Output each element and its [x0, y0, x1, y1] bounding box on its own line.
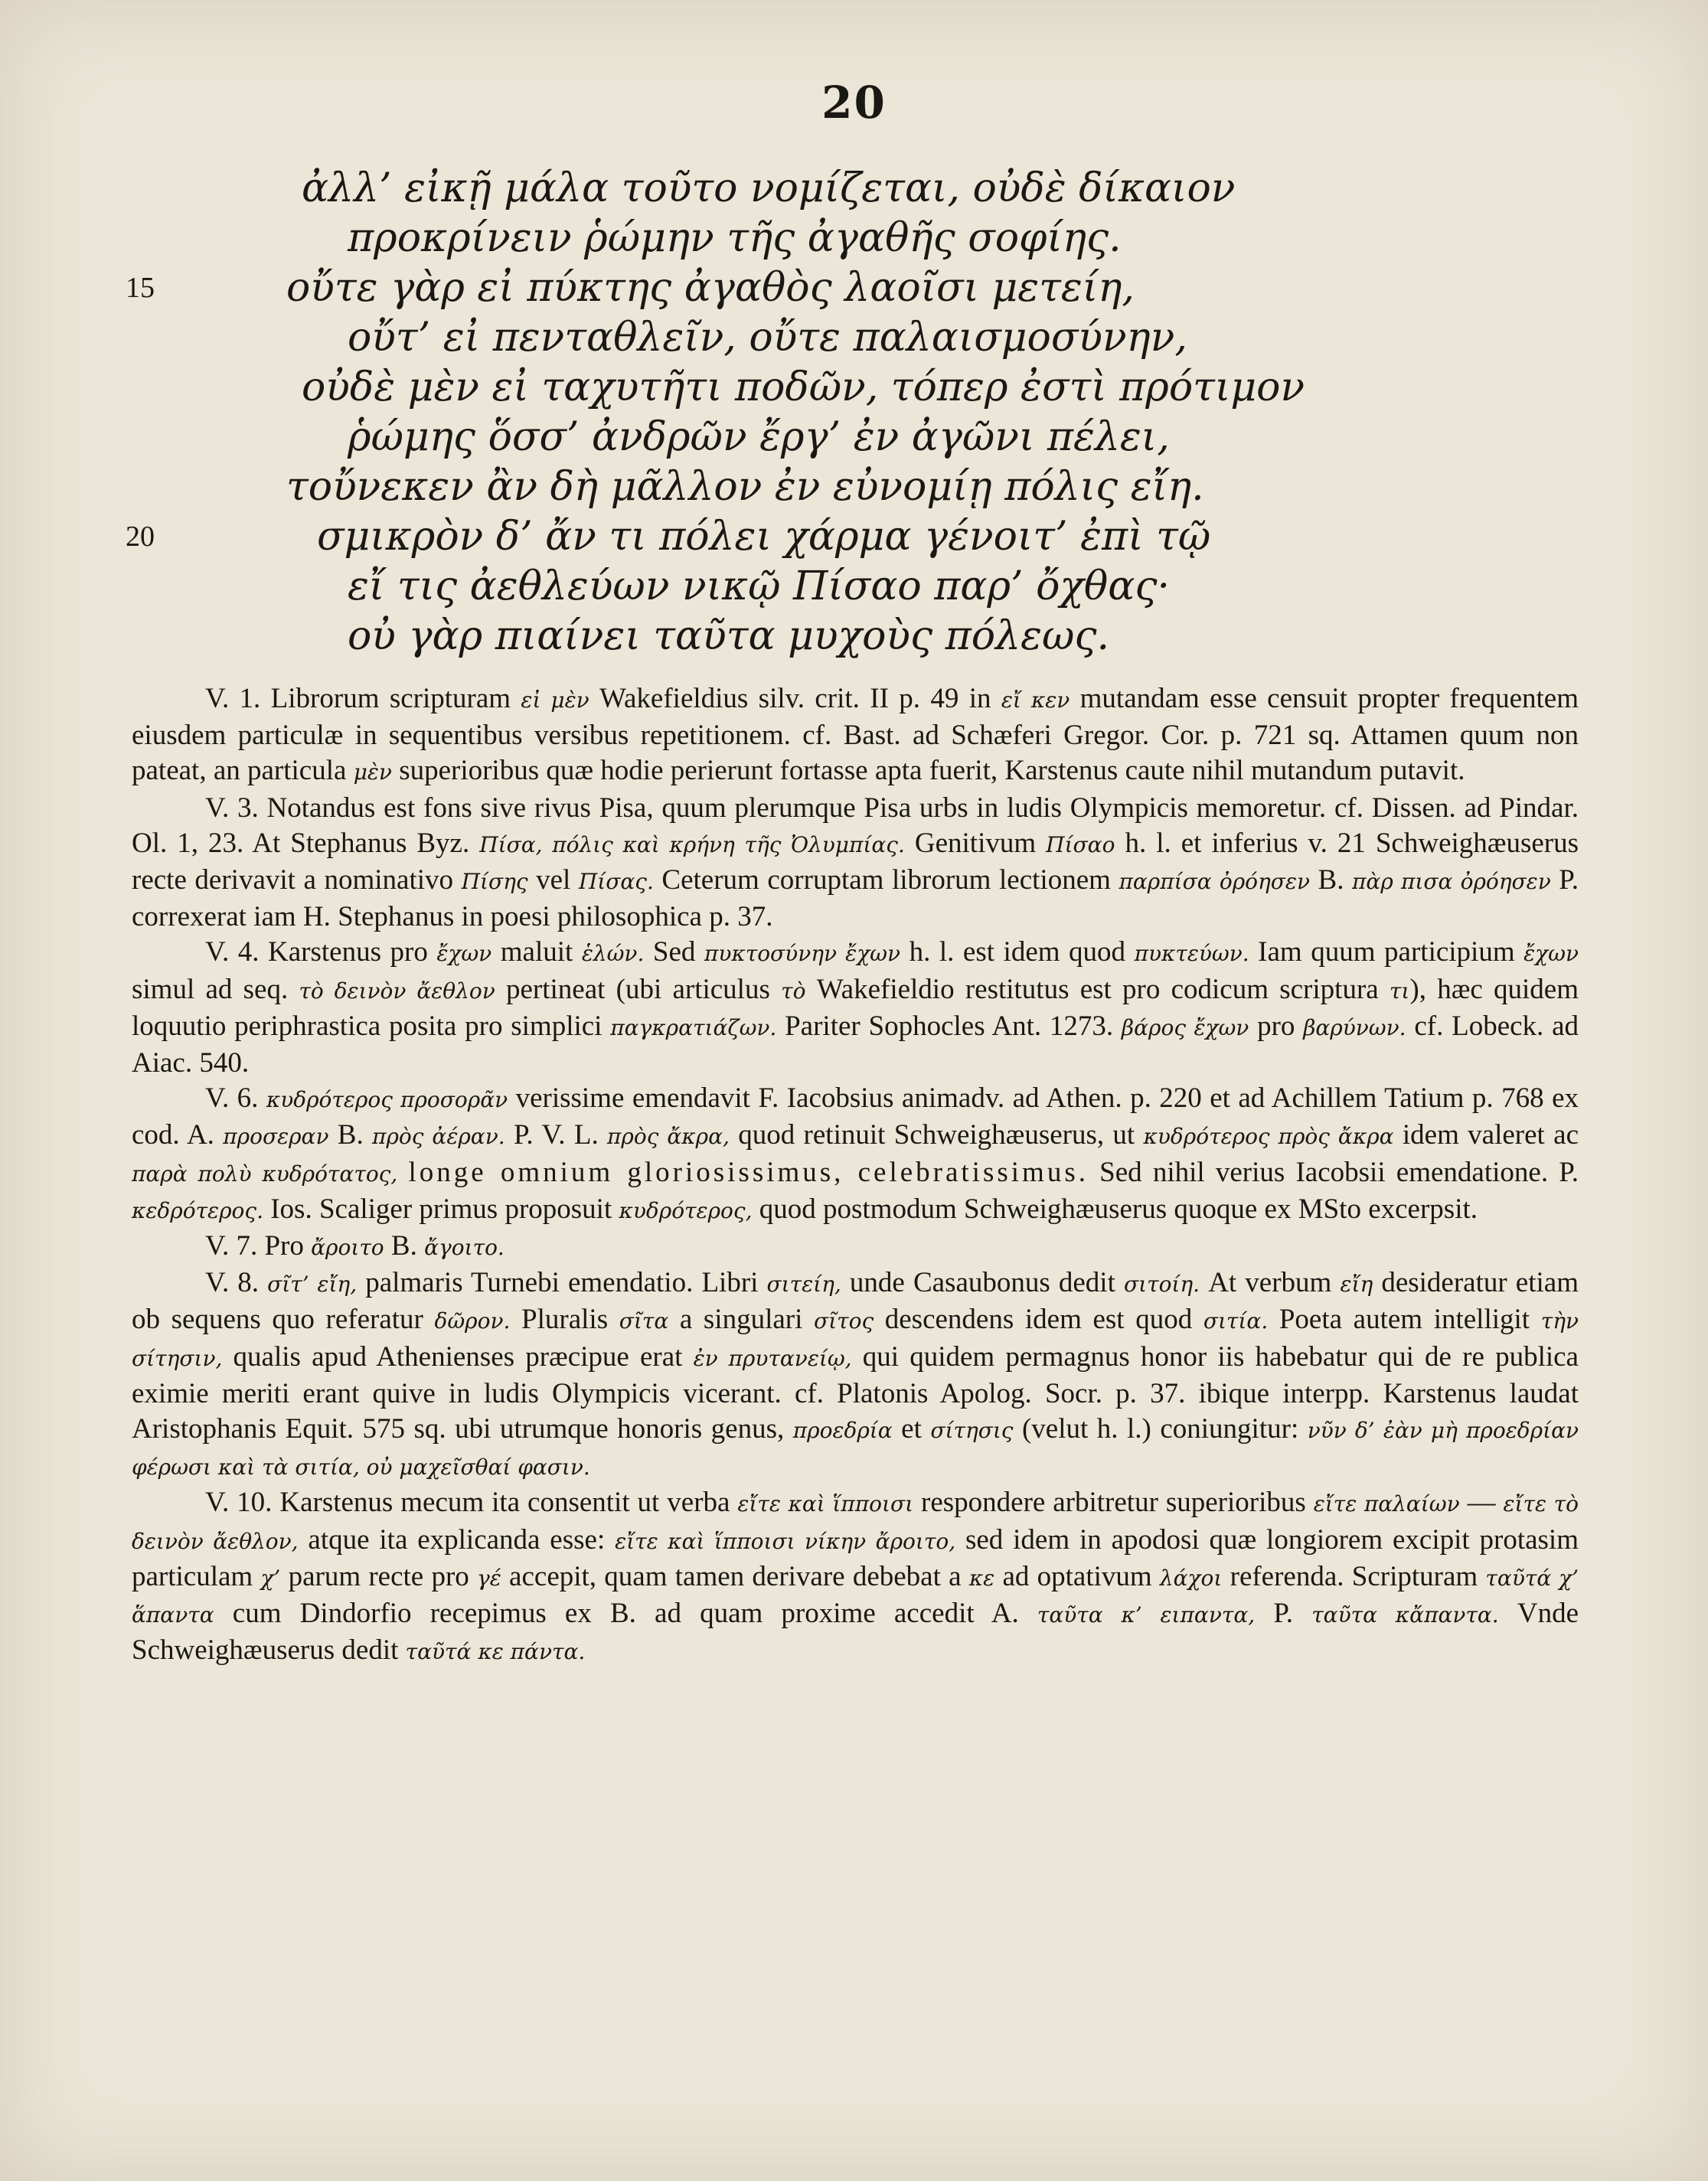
greek-citation: Πίσα, πόλις καὶ κρήνη τῆς Ὀλυμπίας.: [479, 831, 905, 857]
verse-text: ῥώμης ὅσσ’ ἀνδρῶν ἔργ’ ἐν ἀγῶνι πέλει,: [348, 414, 1170, 460]
latin-text: —: [1459, 1487, 1504, 1519]
latin-text: Sed nihil verius Iacobsii emendatione. P.: [1088, 1156, 1579, 1188]
latin-text: et: [892, 1413, 931, 1445]
latin-text: pertineat (ubi articulus: [495, 973, 782, 1005]
latin-text: palmaris Turnebi emendatio. Libri: [357, 1267, 767, 1299]
greek-citation: εἴ κεν: [1001, 687, 1070, 713]
greek-citation: Πίσαο: [1046, 831, 1115, 857]
latin-text: Ceterum corruptam librorum lectionem: [653, 864, 1119, 896]
greek-citation: μὲν: [353, 759, 392, 785]
greek-citation: ταῦτά κε πάντα.: [405, 1639, 586, 1665]
verse-line: [126, 263, 1592, 313]
latin-text: sed idem in apodosi quæ longiorem excipit protasim particulam: [132, 1523, 1579, 1592]
latin-text: ), hæc quidem loquutio periphrastica posita pro simplici: [132, 973, 1579, 1042]
latin-text: referenda. Scripturam: [1222, 1560, 1486, 1592]
latin-text: ad optativum: [994, 1560, 1160, 1592]
verse-line: [126, 512, 1592, 562]
greek-citation: λάχοι: [1159, 1565, 1223, 1591]
verse-line: [138, 164, 1592, 214]
greek-citation: βάρος ἔχων: [1121, 1014, 1249, 1040]
greek-citation: κυδρότερος πρὸς ἄκρα: [1143, 1124, 1394, 1150]
latin-text: atque ita explicanda esse:: [298, 1523, 616, 1556]
latin-text: At verbum: [1200, 1267, 1341, 1299]
greek-citation: κεδρότερος.: [132, 1197, 263, 1223]
verse-reference: V. 3.: [205, 792, 259, 824]
greek-citation: πρὸς ἀέραν.: [372, 1124, 505, 1150]
latin-text: Genitivum: [904, 827, 1047, 859]
latin-text: qui quidem permagnus honor iis habebatur qui de re publica eximie meriti erant quive in ludis Olympicis vicerant. cf. Platonis Apolog. Socr. p. 37. ibique interpp. Karstenus laudat Aristophanis Equit. 575 sq. ubi utrumque honoris genus,: [132, 1340, 1579, 1445]
greek-citation: σῖτος: [814, 1308, 874, 1334]
greek-citation: ἄγοιτο.: [424, 1235, 505, 1261]
greek-citation: Πίσας.: [578, 869, 654, 895]
page-number: 20: [821, 77, 887, 129]
latin-text: Karstenus mecum ita consentit ut verba: [272, 1487, 738, 1519]
latin-text: a singulari: [668, 1304, 815, 1336]
greek-citation: τὸ δεινὸν ἄεθλον: [299, 978, 495, 1004]
latin-text: Iam quum participium: [1249, 936, 1524, 968]
verse-text: ἀλλ’ εἰκῇ μάλα τοῦτο νομίζεται, οὐδὲ δίκαιον: [302, 165, 1236, 211]
greek-citation: εἴτε παλαίων: [1313, 1491, 1460, 1517]
verse-text: οὔτ’ εἰ πενταθλεῖν, οὔτε παλαισμοσύνην,: [348, 315, 1187, 361]
greek-citation: κυδρότερος προσορᾶν: [266, 1087, 508, 1113]
verse-line: [138, 612, 1592, 661]
latin-text: B.: [384, 1230, 425, 1262]
verse-reference: V. 7.: [205, 1230, 258, 1262]
latin-text: superioribus quæ hodie perierunt fortasse apta fuerit, Karstenus caute nihil mutandum putavit.: [391, 755, 1465, 787]
latin-text: quod retinuit Schweighæuserus, ut: [729, 1119, 1144, 1151]
greek-citation: πρὸς ἄκρα,: [607, 1124, 730, 1150]
latin-text: desideratur etiam ob sequens quo referatur: [132, 1267, 1579, 1336]
greek-citation: πὰρ πισα ὀρόησεν: [1352, 869, 1551, 895]
latin-text: B.: [328, 1119, 373, 1151]
greek-citation: εἴτε καὶ ἵπποισι νίκην ἄροιτο,: [615, 1528, 956, 1554]
greek-citation: χ’: [260, 1565, 281, 1591]
greek-citation: ἐν πρυτανείῳ,: [693, 1345, 852, 1371]
greek-citation: κυδρότερος,: [619, 1197, 753, 1223]
greek-citation: νῦν δ’ ἐὰν μὴ προεδρίαν φέρωσι καὶ τὰ σιτία, οὐ μαχεῖσθαί φασιν.: [132, 1418, 1579, 1481]
latin-text: Vnde Schweighæuserus dedit: [132, 1598, 1579, 1667]
greek-citation: σιτοίη.: [1123, 1272, 1200, 1298]
verse-line: [138, 214, 1592, 263]
note-v3: [132, 791, 1579, 935]
greek-citation: σίτησις: [930, 1418, 1014, 1444]
verse-text: εἴ τις ἀεθλεύων νικῷ Πίσαο παρ’ ὄχθας·: [348, 563, 1170, 609]
greek-citation: σῖτ’ εἴη,: [267, 1272, 358, 1298]
latin-text: cum Dindorfio recepimus ex B. ad quam proxime accedit A.: [214, 1598, 1037, 1630]
verse-text: οὔτε γὰρ εἰ πύκτης ἀγαθὸς λαοῖσι μετείη,: [286, 265, 1135, 311]
verse-text: σμικρὸν δ’ ἄν τι πόλει χάρμα γένοιτ’ ἐπὶ τῷ: [317, 514, 1211, 560]
greek-citation: ταῦτά χ’ ἅπαντα: [132, 1565, 1579, 1628]
latin-text: P. correxerat iam H. Stephanus in poesi philosophica p. 37.: [132, 864, 1579, 933]
greek-citation: πυκτεύων.: [1134, 941, 1249, 967]
note-v10: [132, 1485, 1579, 1670]
latin-text: mutandam esse censuit propter frequentem eiusdem particulæ in sequentibus versibus repetitionem. cf. Bast. ad Schæferi Gregor. Cor. p. 721 sq. Attamen quum non pateat, an particula: [132, 683, 1579, 787]
greek-citation: προσεραν: [223, 1124, 329, 1150]
latin-text: accepit, quam tamen derivare debebat a: [501, 1560, 969, 1592]
greek-citation: παρπίσα ὀρόησεν: [1119, 869, 1310, 895]
greek-citation: ταῦτα κ’ ειπαντα,: [1037, 1602, 1256, 1628]
latin-text: maluit: [491, 936, 582, 968]
verse-line: [138, 363, 1592, 413]
verse-reference: V. 4.: [205, 936, 260, 968]
greek-citation: κε: [968, 1565, 995, 1591]
latin-text: Ios. Scaliger primus proposuit: [263, 1193, 619, 1225]
latin-text: simul ad seq.: [132, 973, 299, 1005]
greek-citation: προεδρία: [792, 1418, 893, 1444]
verse-reference: V. 1.: [205, 683, 261, 714]
line-number: 15: [126, 272, 155, 304]
verse-reference: V. 6.: [205, 1082, 259, 1115]
greek-citation: ἔχων: [1523, 941, 1579, 967]
greek-citation: εἰ μὲν: [521, 687, 589, 713]
latin-text: vel: [527, 864, 579, 896]
spaced-gloss: longe omnium gloriosissimus, celebratissimus.: [408, 1156, 1089, 1188]
latin-text: h. l. et inferius v. 21 Schweighæuserus recte derivavit a nominativo: [132, 827, 1579, 896]
latin-text: verissime emendavit F. Iacobsius animadv. ad Athen. p. 220 et ad Achillem Tatium p. 768 ex cod. A.: [132, 1082, 1579, 1151]
greek-citation: σῖτα: [619, 1308, 669, 1334]
greek-citation: βαρύνων.: [1303, 1014, 1406, 1040]
greek-citation: τὴν σίτησιν,: [132, 1308, 1579, 1371]
critical-commentary: [132, 681, 1579, 1670]
verse-text: οὐδὲ μὲν εἰ ταχυτῆτι ποδῶν, τόπερ ἐστὶ πρότιμον: [302, 364, 1305, 410]
latin-text: quod postmodum Schweighæuserus quoque ex MSto excerpsit.: [752, 1193, 1478, 1225]
latin-text: Notandus est fons sive rivus Pisa, quum plerumque Pisa urbs in ludis Olympicis memoretur. cf. Dissen. ad Pindar. Ol. 1, 23. At Stephanus Byz.: [132, 792, 1579, 859]
greek-citation: εἴη: [1340, 1272, 1373, 1298]
greek-citation: ἄροιτο: [311, 1235, 384, 1261]
latin-text: B.: [1309, 864, 1353, 896]
verse-line: [138, 462, 1592, 512]
latin-text: Poeta autem intelligit: [1268, 1304, 1541, 1336]
greek-citation: τι: [1389, 978, 1410, 1004]
latin-text: (velut h. l.) coniungitur:: [1013, 1413, 1308, 1445]
latin-text: [259, 1267, 267, 1298]
latin-text: Pro: [257, 1230, 312, 1262]
verse-text: οὐ γὰρ πιαίνει ταῦτα μυχοὺς πόλεως.: [348, 613, 1110, 659]
latin-text: Librorum scripturam: [260, 683, 521, 714]
greek-verse-block: [126, 164, 1592, 661]
verse-text: προκρίνειν ῥώμην τῆς ἀγαθῆς σοφίης.: [348, 215, 1122, 261]
latin-text: Sed: [644, 936, 704, 968]
greek-citation: παρὰ πολὺ κυδρότατος,: [132, 1161, 398, 1187]
greek-citation: δῶρον.: [434, 1308, 511, 1334]
latin-text: qualis apud Athenienses præcipue erat: [222, 1340, 694, 1373]
verse-reference: V. 10.: [205, 1487, 273, 1519]
verse-text: τοὔνεκεν ἂν δὴ μᾶλλον ἐν εὐνομίῃ πόλις εἴη.: [286, 464, 1204, 510]
greek-citation: ταῦτα κἄπαντα.: [1311, 1602, 1499, 1628]
greek-citation: σιτία.: [1203, 1308, 1269, 1334]
line-number: 20: [126, 521, 155, 553]
note-v4: [132, 935, 1579, 1081]
latin-text: Pariter Sophocles Ant. 1273.: [776, 1010, 1122, 1042]
latin-text: idem valeret ac: [1393, 1119, 1579, 1151]
latin-text: Wakefieldio restitutus est pro codicum scriptura: [805, 973, 1390, 1005]
greek-citation: ἑλών.: [581, 941, 645, 967]
verse-line: [138, 313, 1592, 363]
greek-citation: πυκτοσύνην ἔχων: [704, 941, 901, 967]
latin-text: descendens idem est quod: [874, 1304, 1203, 1336]
greek-citation: Πίσης: [461, 869, 528, 895]
greek-citation: τὸ: [781, 978, 806, 1004]
latin-text: unde Casaubonus dedit: [841, 1267, 1124, 1299]
latin-text: [258, 1082, 266, 1114]
latin-text: P. V. L.: [505, 1119, 608, 1151]
latin-text: Karstenus pro: [259, 936, 437, 968]
latin-text: cf. Lobeck. ad Aiac. 540.: [132, 1010, 1579, 1079]
verse-line: [138, 562, 1592, 612]
verse-reference: V. 8.: [205, 1267, 260, 1299]
latin-text: h. l. est idem quod: [900, 936, 1135, 968]
note-v1: [132, 681, 1579, 791]
latin-text: P.: [1255, 1598, 1312, 1630]
latin-text: Wakefieldius silv. crit. II p. 49 in: [589, 683, 1001, 714]
note-v7: [132, 1229, 1579, 1265]
note-v6: [132, 1081, 1579, 1229]
verse-line: [138, 413, 1592, 462]
greek-citation: παγκρατιάζων.: [610, 1014, 777, 1040]
latin-text: pro: [1249, 1010, 1304, 1042]
latin-text: Pluralis: [510, 1304, 619, 1336]
greek-citation: σιτείη,: [766, 1272, 841, 1298]
greek-citation: ἔχων: [436, 941, 492, 967]
greek-citation: γέ: [477, 1565, 501, 1591]
latin-text: [397, 1157, 408, 1188]
greek-citation: εἴτε τὸ δεινὸν ἄεθλον,: [132, 1491, 1579, 1554]
note-v8: [132, 1265, 1579, 1485]
latin-text: parum recte pro: [280, 1560, 478, 1592]
latin-text: respondere arbitretur superioribus: [913, 1487, 1314, 1519]
greek-citation: εἴτε καὶ ἵπποισι: [737, 1491, 914, 1517]
